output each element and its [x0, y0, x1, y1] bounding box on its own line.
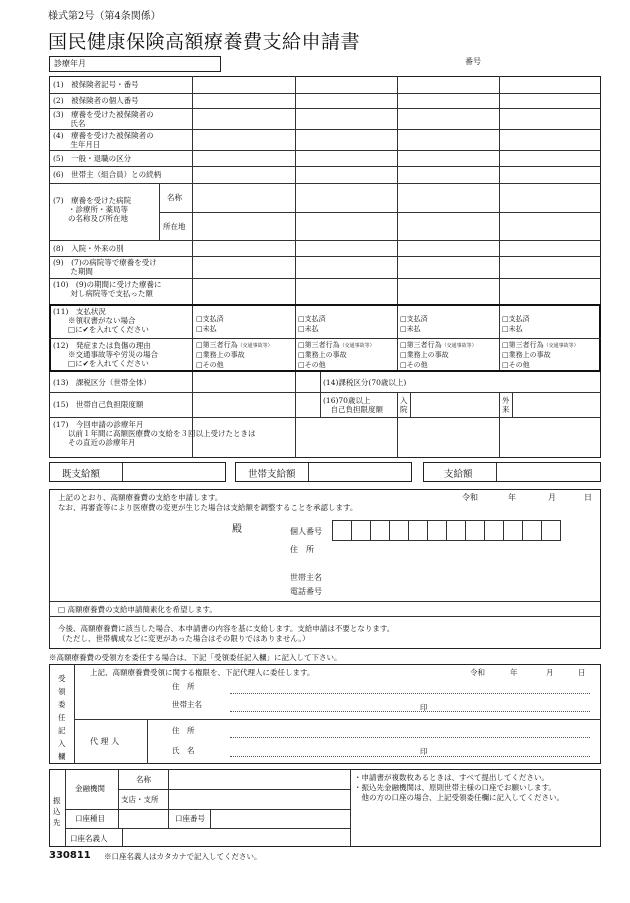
- third-party-checkbox-4: [502, 341, 579, 352]
- row-2-label: (2) 被保険者の個人番号: [53, 96, 139, 105]
- work-accident-checkbox-1[interactable]: □業務上の事故: [196, 351, 245, 359]
- tono-label: 殿: [232, 524, 242, 535]
- traffic-note: （交通事故等）: [441, 343, 477, 349]
- row-7-label: (7) 療養を受けた病院 ・診療所・薬局等 の名称及び所在地: [53, 196, 132, 223]
- row-17-label: (17) 今回申請の診療年月 以前１年間に高額医療費の支給を３回以上受けたときは その直近の診療年月: [53, 420, 256, 447]
- account-number-label: 口座番号: [175, 814, 205, 823]
- apply-tel-label: 電話番号: [290, 587, 322, 596]
- apply-era: 令和: [462, 493, 478, 502]
- row-7-name-label: 名称: [167, 193, 182, 202]
- row-11-label: (11) 支払状況 ※領収書がない場合 □に✔を入れてください: [53, 307, 149, 334]
- row-1-label: (1) 被保険者記号・番号: [53, 80, 139, 89]
- kishikyu-label: 既支給額: [62, 469, 101, 480]
- row-7-address-label: 所在地: [163, 222, 186, 231]
- third-party-checkbox-2: [298, 341, 375, 352]
- apply-text-1: 上記のとおり、高額療養費の支給を申請します。: [58, 493, 223, 502]
- gairai-label: 外 来: [502, 396, 510, 414]
- shinryo-field[interactable]: [49, 56, 221, 72]
- kinyu-label: 金融機関: [75, 784, 105, 793]
- apply-day: 日: [584, 493, 592, 502]
- third-party-option[interactable]: □第三者行為: [298, 341, 340, 349]
- row-6-label: (6) 世帯主（組合員）との続柄: [53, 170, 162, 179]
- paid-checkbox-3[interactable]: □支払済: [400, 315, 428, 323]
- row-4-label: (4) 療養を受けた被保険者の 生年月日: [53, 131, 154, 149]
- bank-note-1: ・申請書が複数枚あるときは、すべて提出してください。: [354, 773, 549, 782]
- juryo-month: 月: [546, 668, 554, 677]
- dairinin-seal: 印: [420, 747, 428, 756]
- unpaid-checkbox-2[interactable]: □未払: [298, 325, 319, 333]
- shikyu-label: 支給額: [444, 469, 473, 480]
- third-party-checkbox-1: [196, 341, 273, 352]
- other-checkbox-1[interactable]: □その他: [196, 361, 224, 369]
- juryo-note: ※高額療養費の受領方を委任する場合は、下記「受領委任記入欄」に記入して下さい。: [49, 653, 342, 662]
- dairinin-label: 代 理 人: [90, 737, 120, 746]
- apply-text-2: なお、再審査等により医療費の変更が生じた場合は支給額を調整することを承認します。: [58, 503, 358, 512]
- setai-label: 世帯支給額: [248, 469, 296, 480]
- paid-checkbox-2[interactable]: □支払済: [298, 315, 326, 323]
- juryo-day: 日: [578, 668, 586, 677]
- bango-label: 番号: [465, 57, 481, 66]
- juryo-year: 年: [510, 668, 518, 677]
- bank-note-2: ・振込先金融機関は、原則世帯主様の口座でお願いします。: [354, 783, 556, 792]
- page-title: 国民健康保険高額療養費支給申請書: [48, 31, 361, 53]
- dairinin-address-label: 住 所: [172, 726, 195, 735]
- traffic-note: （交通事故等）: [339, 343, 375, 349]
- work-accident-checkbox-2[interactable]: □業務上の事故: [298, 351, 347, 359]
- third-party-option[interactable]: □第三者行為: [196, 341, 238, 349]
- apply-year: 年: [508, 493, 516, 502]
- footer-note: ※口座名義人はカタカナで記入してください。: [104, 852, 262, 861]
- dairinin-name-label: 氏 名: [172, 746, 195, 755]
- row-12-label: (12) 発症または負傷の理由 ※交通事故等や労災の場合 □に✔を入れてください: [53, 341, 158, 368]
- nyuin-label: 入 院: [400, 396, 408, 414]
- shinryo-label: 診療年月: [54, 59, 86, 68]
- kojin-bango-label: 個人番号: [290, 527, 322, 536]
- unpaid-checkbox-4[interactable]: □未払: [502, 325, 523, 333]
- account-holder-label: 口座名義人: [70, 834, 108, 843]
- simplify-checkbox[interactable]: □ 高額療養費の支給申請簡素化を希望します。: [58, 605, 217, 614]
- traffic-note: （交通事故等）: [543, 343, 579, 349]
- juryo-block: [49, 664, 601, 764]
- row-15-label: (15) 世帯自己負担限度額: [53, 400, 144, 409]
- juryo-setainushi-label: 世帯主名: [172, 700, 202, 709]
- bank-note-3: 他の方の口座の場合、上記受領委任欄に記入してください。: [354, 793, 564, 802]
- form-code: 330811: [49, 850, 91, 861]
- juryo-address-label: 住 所: [172, 682, 195, 691]
- row-3-label: (3) 療養を受けた被保険者の 氏名: [53, 110, 154, 128]
- setai-field[interactable]: [235, 462, 412, 482]
- work-accident-checkbox-4[interactable]: □業務上の事故: [502, 351, 551, 359]
- juryo-side-label: 受 領 委 任 記 入 欄: [58, 674, 66, 761]
- account-type-label: 口座種目: [75, 814, 105, 823]
- apply-address-label: 住 所: [290, 545, 314, 554]
- unpaid-checkbox-3[interactable]: □未払: [400, 325, 421, 333]
- juryo-era: 令和: [470, 668, 485, 677]
- row-14-label: (14)課税区分(70歳以上): [323, 378, 407, 387]
- branch-label: 支店・支所: [121, 795, 159, 804]
- row-16-label: (16)70歳以上 自己負担限度額: [323, 396, 383, 414]
- form-number: 様式第2号（第4条関係）: [48, 11, 161, 22]
- bank-name-label: 名称: [136, 775, 151, 784]
- apply-month: 月: [548, 493, 556, 502]
- third-party-option[interactable]: □第三者行為: [400, 341, 442, 349]
- work-accident-checkbox-3[interactable]: □業務上の事故: [400, 351, 449, 359]
- simplify-text-2: （ただし、世帯構成などに変更があった場合はその限りではありません。）: [58, 634, 310, 643]
- row-10-label: (10) (9)の期間に受けた療養に 対し病院等で支払った額: [53, 280, 162, 298]
- row-13-label: (13) 課税区分（世帯全体）: [53, 378, 151, 387]
- simplify-text-1: 今後、高額療養費に該当した場合、本申請書の内容を基に支給します。支給申請は不要となります。: [58, 624, 395, 633]
- other-checkbox-2[interactable]: □その他: [298, 361, 326, 369]
- apply-setainushi-label: 世帯主名: [290, 573, 322, 582]
- traffic-note: （交通事故等）: [237, 343, 273, 349]
- other-checkbox-3[interactable]: □その他: [400, 361, 428, 369]
- unpaid-checkbox-1[interactable]: □未払: [196, 325, 217, 333]
- row-9-label: (9) (7)の病院等で療養を受け た期間: [53, 258, 157, 276]
- row-5-label: (5) 一般・退職の区分: [53, 154, 132, 163]
- juryo-text: 上記、高額療養費受領に関する権限を、下記代理人に委任します。: [90, 668, 315, 677]
- kishikyu-field[interactable]: [49, 462, 226, 482]
- other-checkbox-4[interactable]: □その他: [502, 361, 530, 369]
- third-party-checkbox-3: [400, 341, 477, 352]
- shikyu-field[interactable]: [423, 462, 601, 482]
- paid-checkbox-1[interactable]: □支払済: [196, 315, 224, 323]
- third-party-option[interactable]: □第三者行為: [502, 341, 544, 349]
- row-8-label: (8) 入院・外来の別: [53, 244, 124, 253]
- juryo-seal: 印: [420, 703, 428, 712]
- bank-side-label: 振 込 先: [53, 796, 61, 827]
- paid-checkbox-4[interactable]: □支払済: [502, 315, 530, 323]
